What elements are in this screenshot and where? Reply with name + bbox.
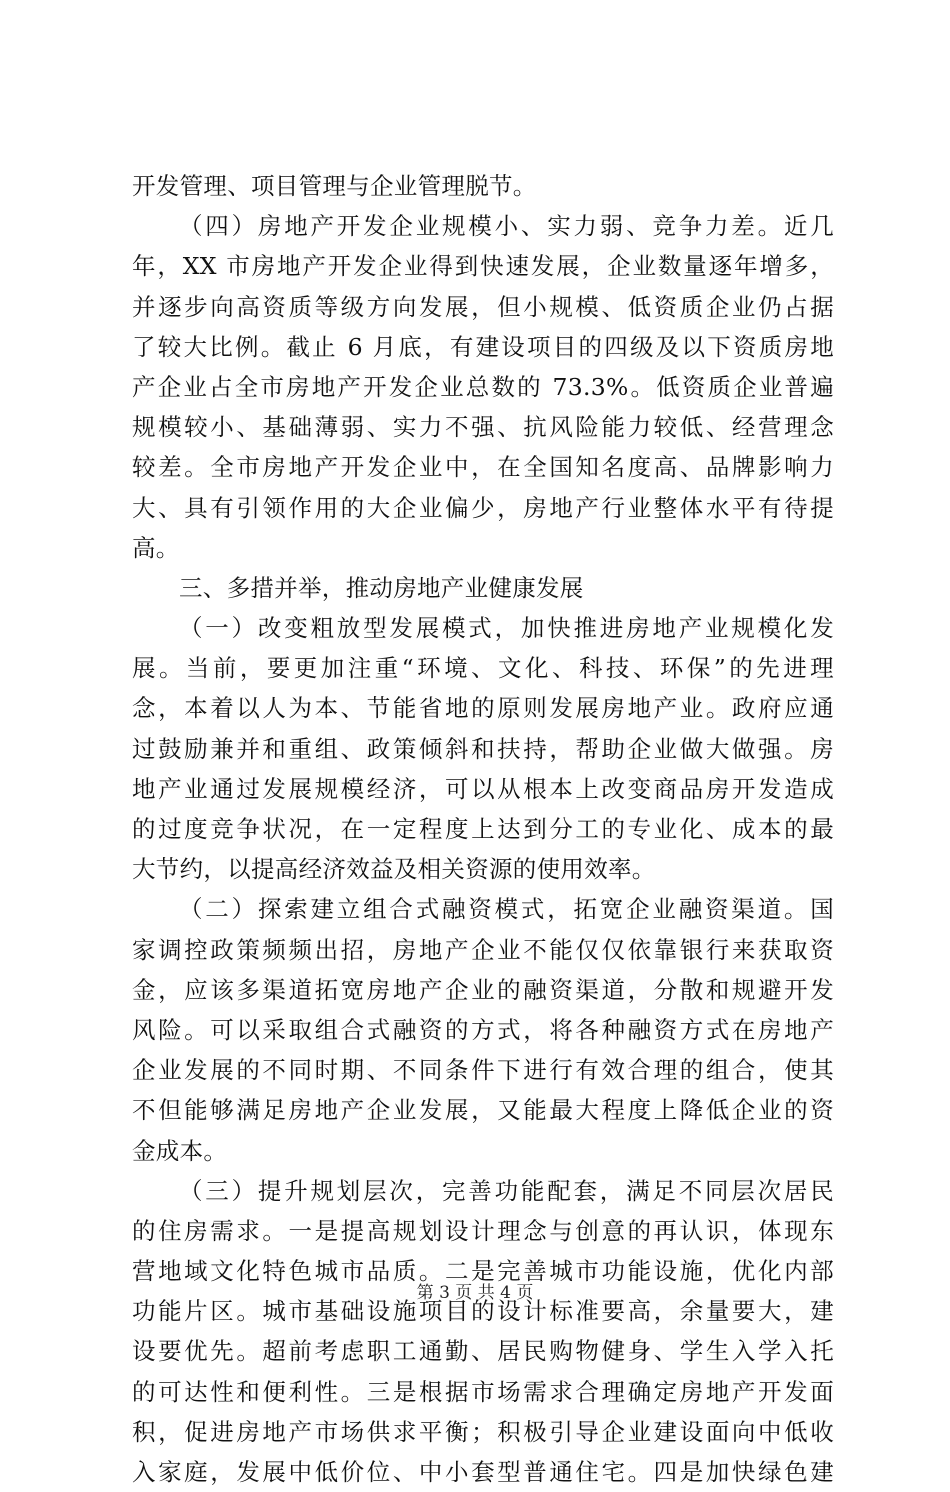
text-line: 展。当前，要更加注重“环境、文化、科技、环保”的先进理 xyxy=(132,654,834,683)
text-line: 功能片区。城市基础设施项目的设计标准要高，余量要大，建 xyxy=(132,1297,834,1326)
text-line: 积，促进房地产市场供求平衡；积极引导企业建设面向中低收 xyxy=(132,1417,834,1446)
text-line: 的住房需求。一是提高规划设计理念与创意的再认识，体现东 xyxy=(132,1216,834,1245)
text-line: 了较大比例。截止 6 月底，有建设项目的四级及以下资质房地 xyxy=(132,332,834,361)
text-line: 过鼓励兼并和重组、政策倾斜和扶持，帮助企业做大做强。房 xyxy=(132,734,834,763)
text-line: 风险。可以采取组合式融资的方式，将各种融资方式在房地产 xyxy=(132,1015,834,1044)
text-line: 念，本着以人为本、节能省地的原则发展房地产业。政府应通 xyxy=(132,694,834,723)
text-line: 入家庭，发展中低价位、中小套型普通住宅。四是加快绿色建 xyxy=(132,1458,834,1486)
text-line: 企业发展的不同时期、不同条件下进行有效合理的组合，使其 xyxy=(132,1056,834,1085)
text-line: 产企业占全市房地产开发企业总数的 73.3%。低资质企业普遍 xyxy=(132,372,834,401)
text-line: 年，XX 市房地产开发企业得到快速发展，企业数量逐年增多， xyxy=(132,252,834,281)
text-line: 较差。全市房地产开发企业中，在全国知名度高、品牌影响力 xyxy=(132,453,834,482)
text-line: （三）提升规划层次，完善功能配套，满足不同层次居民 xyxy=(179,1176,834,1205)
text-line: 的过度竞争状况，在一定程度上达到分工的专业化、成本的最 xyxy=(132,815,834,843)
text-line: 不但能够满足房地产企业发展，又能最大程度上降低企业的资 xyxy=(132,1096,834,1125)
text-line: （一）改变粗放型发展模式，加快推进房地产业规模化发 xyxy=(179,614,834,643)
text-line: 设要优先。超前考虑职工通勤、居民购物健身、学生入学入托 xyxy=(132,1337,834,1366)
text-line: 营地域文化特色城市品质。二是完善城市功能设施，优化内部 xyxy=(132,1257,834,1286)
text-line: （二）探索建立组合式融资模式，拓宽企业融资渠道。国 xyxy=(179,895,834,924)
text-line: 的可达性和便利性。三是根据市场需求合理确定房地产开发面 xyxy=(132,1377,834,1406)
text-line: 并逐步向高资质等级方向发展，但小规模、低资质企业仍占据 xyxy=(132,292,834,321)
text-line: 高。 xyxy=(132,533,180,562)
text-line: 开发管理、项目管理与企业管理脱节。 xyxy=(132,172,537,200)
text-line: 金成本。 xyxy=(132,1136,228,1165)
page-footer: 第 3 页 共 4 页 xyxy=(416,1283,534,1303)
text-line: 三、多措并举，推动房地产业健康发展 xyxy=(179,573,584,602)
text-line: 规模较小、基础薄弱、实力不强、抗风险能力较低、经营理念 xyxy=(132,413,834,442)
text-line: （四）房地产开发企业规模小、实力弱、竞争力差。近几 xyxy=(179,212,834,241)
text-line: 大节约，以提高经济效益及相关资源的使用效率。 xyxy=(132,855,656,884)
text-line: 地产业通过发展规模经济，可以从根本上改变商品房开发造成 xyxy=(132,774,834,803)
text-line: 金，应该多渠道拓宽房地产企业的融资渠道，分散和规避开发 xyxy=(132,975,834,1004)
text-line: 大、具有引领作用的大企业偏少，房地产行业整体水平有待提 xyxy=(132,493,834,522)
text-line: 家调控政策频频出招，房地产企业不能仅仅依靠银行来获取资 xyxy=(132,935,834,964)
